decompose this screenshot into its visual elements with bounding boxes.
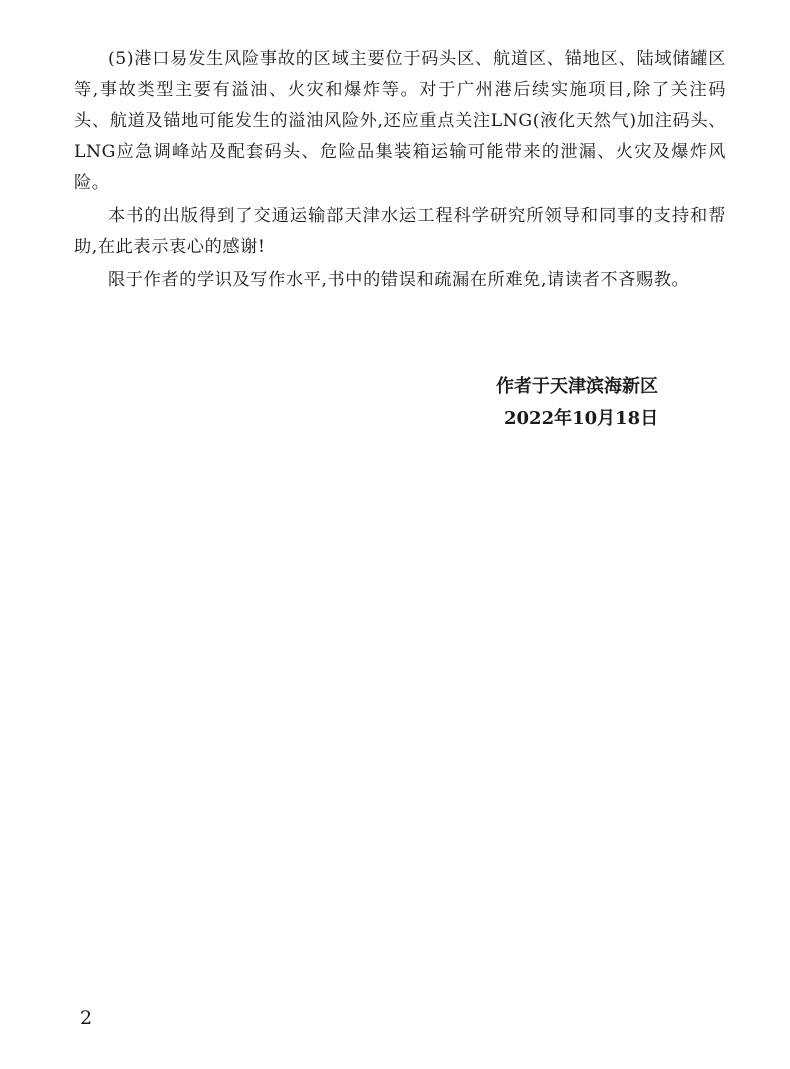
paragraph-apology: 限于作者的学识及写作水平,书中的错误和疏漏在所难免,请读者不吝赐教。: [108, 270, 690, 290]
paragraph-port-risk: (5)港口易发生风险事故的区域主要位于码头区、航道区、锚地区、陆域储罐区等,事故类型主要有溢油、火灾和爆炸等。对于广州港后续实施项目,除了关注码头、航道及锚地可能发生的溢油风险外,还应重点关注LNG(液化天然气)加注码头、LNG应急调峰站及配套码头、危险品集装箱运输可能带来的泄漏、火灾及爆炸风险。: [74, 49, 726, 193]
body-text: [74, 44, 726, 298]
paragraph-acknowledgement: 本书的出版得到了交通运输部天津水运工程科学研究所领导和同事的支持和帮助,在此表示衷心的感谢!: [74, 206, 726, 257]
signature-date: 2022年10月18日: [504, 408, 659, 429]
page-number: 2: [80, 1007, 93, 1029]
author-signature: [490, 371, 710, 435]
signature-place: 作者于天津滨海新区: [496, 376, 658, 397]
